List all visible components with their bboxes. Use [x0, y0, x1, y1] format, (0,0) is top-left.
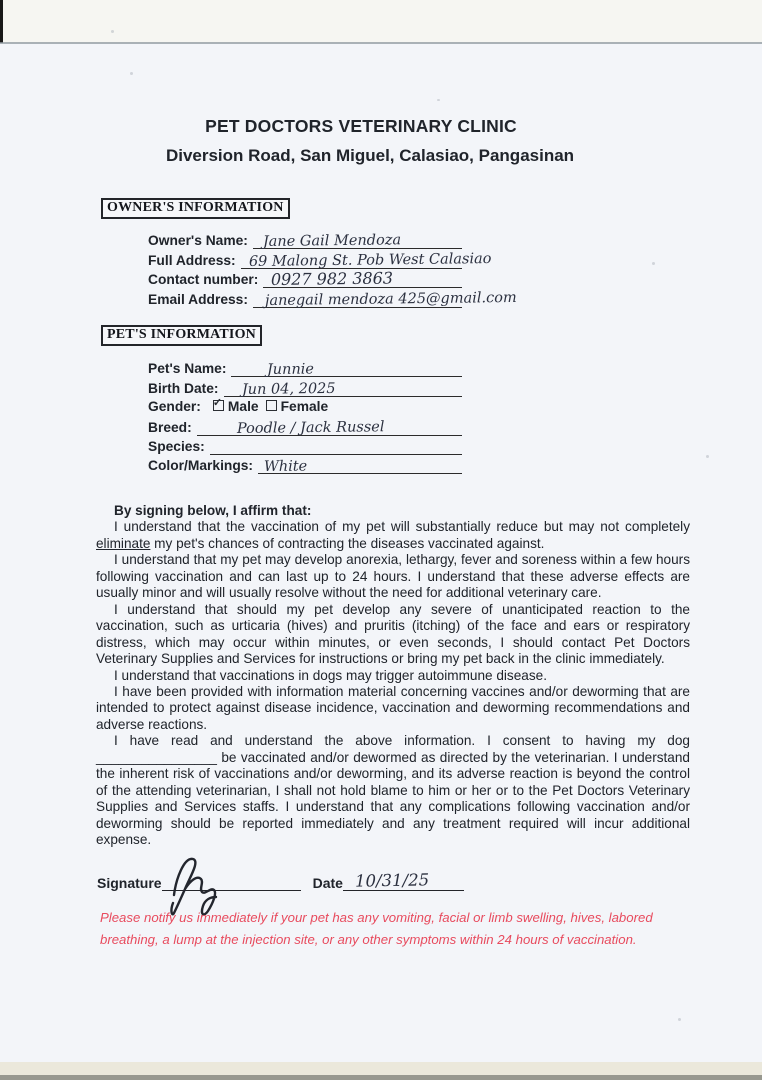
scan-speck	[678, 1018, 681, 1021]
email-address-row	[148, 288, 517, 309]
species-line	[210, 435, 462, 455]
gender-row	[148, 397, 462, 416]
contact-number-handwritten: 0927 982 3863	[271, 268, 394, 290]
birth-date-label: Birth Date:	[148, 380, 219, 396]
affirmation-paragraph-6: I have read and understand the above information. I consent to having my dog ________________ be vaccinated and/or dewormed as directed by the veterinarian. I understand the inherent risk of vaccinations and/or deworming, and its adverse reaction is beyond the control of the attending veterinarian, I shall not hold blame to him or her or to the Pet Doctors Veterinary Supplies and Services staffs. I understand that any complications following vaccination and/or deworming should be reported immediately and any treatment required will incur additional expense.	[96, 733, 690, 848]
birth-date-handwritten: Jun 04, 2025	[241, 380, 336, 398]
affirmation-paragraph-5: I have been provided with information material concerning vaccines and/or deworming that are intended to protect against disease incidence, vaccination and deworming recommendations and adverse reactions.	[96, 683, 690, 732]
owner-name-label: Owner's Name:	[148, 233, 248, 249]
scan-speck	[437, 99, 440, 101]
notice-line-2: breathing, a lump at the injection site, or any other symptoms within 24 hours of vaccination.	[100, 931, 637, 947]
color-markings-label: Color/Markings:	[148, 458, 254, 474]
breed-label: Breed:	[148, 419, 192, 435]
email-address-line	[253, 287, 517, 309]
species-row	[148, 436, 462, 455]
breed-row	[148, 416, 462, 435]
full-address-row	[148, 249, 492, 270]
date-line	[343, 870, 464, 891]
signature-label: Signature	[97, 875, 162, 891]
post-vaccination-notice	[100, 907, 720, 950]
scan-speck	[706, 455, 709, 458]
clinic-address: Diversion Road, San Miguel, Calasiao, Pangasinan	[165, 146, 575, 165]
owner-name-handwritten: Jane Gail Mendoza	[262, 232, 402, 251]
affirmation-paragraph-1	[96, 519, 690, 552]
email-address-handwritten: janegail mendoza 425@gmail.com	[264, 289, 517, 309]
affirmation-paragraph-3: I understand that should my pet develop any severe of unanticipated reaction to the vaccination, such as urticaria (hives) and pruritis (itching) of the face and ears or respiratory distress, which may occur within minutes, or even seconds, I should contact Pet Doctors Veterinary Supplies and Services for instructions or bring my pet back in the clinic immediately.	[96, 601, 690, 667]
pet-name-handwritten: Junnie	[267, 361, 315, 379]
full-address-handwritten: 69 Malong St. Pob West Calasiao	[248, 250, 492, 270]
affirmation-heading: By signing below, I affirm that:	[114, 503, 312, 518]
female-checkbox	[266, 400, 277, 411]
scan-bottom-cream-strip	[0, 1062, 762, 1075]
pet-name-line	[231, 357, 462, 377]
date-handwritten: 10/31/25	[354, 870, 430, 891]
full-address-label: Full Address:	[148, 252, 236, 268]
date-label: Date	[312, 875, 343, 891]
scan-speck	[111, 30, 114, 33]
email-address-label: Email Address:	[148, 291, 248, 307]
male-option-label: Male	[227, 398, 259, 414]
species-label: Species:	[148, 438, 205, 454]
scan-top-band	[0, 0, 762, 43]
breed-handwritten: Poodle / Jack Russel	[236, 418, 385, 437]
breed-line	[197, 415, 462, 435]
color-markings-line	[258, 454, 462, 474]
affirmation-paragraph-2: I understand that my pet may develop anorexia, lethargy, fever and soreness within a few hours following vaccination and can last up to 24 hours. I understand that these adverse effects are usually minor and will usually resolve without the need for additional veterinary care.	[96, 552, 690, 601]
notice-line-1: Please notify us immediately if your pet has any vomiting, facial or limb swelling, hives, labored	[100, 910, 653, 925]
affirmation-section	[96, 503, 690, 849]
signature-date-row	[97, 871, 464, 891]
owner-fields	[148, 230, 517, 309]
contact-number-line	[263, 268, 462, 288]
clinic-name: PET DOCTORS VETERINARY CLINIC	[205, 116, 517, 136]
paragraph-1-underlined-word: eliminate	[96, 535, 151, 551]
male-checkbox	[212, 397, 224, 411]
contact-number-row	[148, 269, 462, 288]
owner-name-row	[148, 230, 462, 249]
contact-number-label: Contact number:	[148, 272, 259, 288]
affirmation-paragraph-4: I understand that vaccinations in dogs may trigger autoimmune disease.	[114, 667, 547, 683]
female-option-label: Female	[280, 398, 329, 414]
full-address-line	[241, 248, 492, 270]
pet-section-header: PET'S INFORMATION	[101, 325, 262, 346]
owner-name-line	[253, 229, 462, 249]
pet-name-row	[148, 358, 462, 377]
scan-bottom-gray-strip	[0, 1075, 762, 1080]
checkmark-icon: ✓	[212, 397, 223, 410]
scan-separator-line	[0, 42, 762, 44]
birth-date-row	[148, 377, 462, 396]
scan-edge-mark	[0, 0, 3, 43]
scan-speck	[130, 72, 133, 75]
color-markings-row	[148, 455, 462, 474]
paragraph-1-text-after: my pet's chances of contracting the diseases vaccinated against.	[150, 535, 545, 551]
birth-date-line	[224, 376, 462, 396]
paragraph-1-text: I understand that the vaccination of my pet will substantially reduce but may not completely	[114, 519, 690, 535]
pet-name-label: Pet's Name:	[148, 361, 227, 377]
pet-fields	[148, 358, 462, 474]
color-markings-handwritten: White	[263, 458, 308, 476]
owner-section-header: OWNER'S INFORMATION	[101, 198, 290, 219]
scan-speck	[652, 262, 655, 265]
gender-label: Gender:	[148, 398, 201, 414]
